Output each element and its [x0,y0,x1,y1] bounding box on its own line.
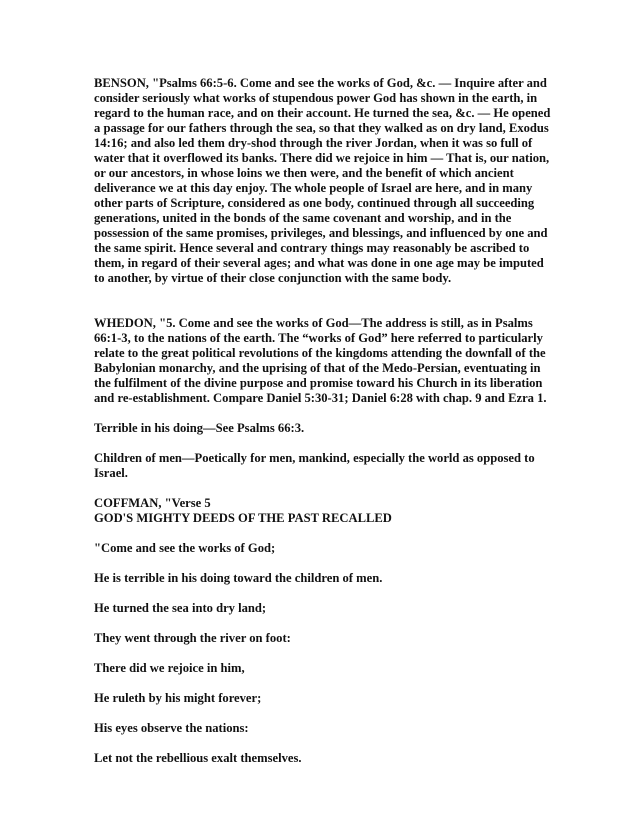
coffman-heading: COFFMAN, "Verse 5 [94,496,211,510]
benson-commentary: BENSON, "Psalms 66:5-6. Come and see the works of God, &c. — Inquire after and consider seriously what works of stupendous power God has shown in the earth, in regard to the human race, and on their account. He turned the sea, &c. — He opened a passage for our fathers through the sea, so that they walked as on dry land, Exodus 14:16; and also led them dry-shod through the river Jordan, when it was so full of water that it overflowed its banks. There did we rejoice in him — That is, our nation, or our ancestors, in whose loins we then were, and the benefit of which ancient deliverance we at this day enjoy. The whole people of Israel are here, and in many other parts of Scripture, considered as one body, continued through all succeeding generations, united in the bonds of the same covenant and worship, and in the possession of the same promises, privileges, and blessings, and influenced by one and the same spirit. Hence several and contrary things may reasonably be ascribed to them, in regard of their several ages; and what was done in one age may be imputed to another, by virtue of their close conjunction with the same body. [94,76,551,285]
verse-line: There did we rejoice in him, [94,661,245,675]
verse-line: "Come and see the works of God; [94,541,276,555]
verse-line: His eyes observe the nations: [94,721,249,735]
verse-line: They went through the river on foot: [94,631,291,645]
verse-line: He ruleth by his might forever; [94,691,262,705]
document-body [94,76,554,781]
verse-line: Let not the rebellious exalt themselves. [94,751,302,765]
terrible-note: Terrible in his doing—See Psalms 66:3. [94,421,305,435]
verse-line: He turned the sea into dry land; [94,601,267,615]
verse-line: He is terrible in his doing toward the children of men. [94,571,383,585]
children-note: Children of men—Poetically for men, mankind, especially the world as opposed to Israel. [94,451,535,480]
whedon-commentary: WHEDON, "5. Come and see the works of God—The address is still, as in Psalms 66:1-3, to the nations of the earth. The “works of God” here referred to particularly relate to the great political revolutions of the kingdoms attending the downfall of the Babylonian monarchy, and the uprising of that of the Medo-Persian, eventuating in the fulfilment of the divine purpose and promise toward his Church in its liberation and re-establishment. Compare Daniel 5:30-31; Daniel 6:28 with chap. 9 and Ezra 1. [94,316,547,405]
section-title: GOD'S MIGHTY DEEDS OF THE PAST RECALLED [94,511,392,525]
